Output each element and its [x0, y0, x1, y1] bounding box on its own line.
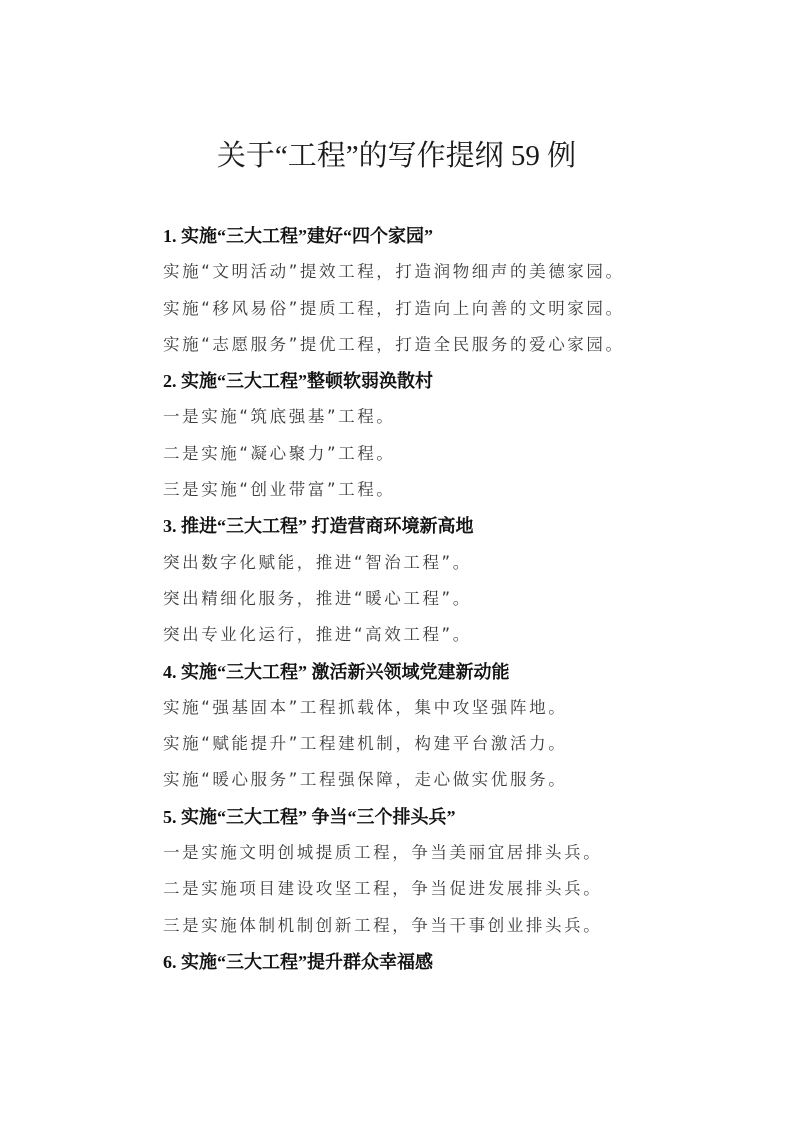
- section-heading: 4. 实施“三大工程” 激活新兴领域党建新动能: [163, 661, 510, 682]
- section-item: 突出数字化赋能，推进“智治工程”。: [163, 552, 472, 572]
- section-item: 二是实施“凝心聚力”工程。: [163, 443, 396, 463]
- section-item: 实施“移风易俗”提质工程，打造向上向善的文明家园。: [163, 298, 625, 318]
- section-item: 二是实施项目建设攻坚工程，争当促进发展排头兵。: [163, 879, 603, 899]
- section-item: 突出专业化运行，推进“高效工程”。: [163, 625, 472, 645]
- section-heading: 5. 实施“三大工程” 争当“三个排头兵”: [163, 806, 456, 827]
- section-item: 一是实施文明创城提质工程，争当美丽宜居排头兵。: [163, 843, 603, 863]
- document-title: 关于“工程”的写作提纲 59 例: [216, 140, 577, 172]
- section-item: 实施“强基固本”工程抓载体，集中攻坚强阵地。: [163, 697, 568, 717]
- section-item: 三是实施“创业带富”工程。: [163, 480, 396, 500]
- section-heading: 6. 实施“三大工程”提升群众幸福感: [163, 951, 433, 972]
- section-item: 实施“文明活动”提效工程，打造润物细声的美德家园。: [163, 262, 625, 282]
- section-item: 三是实施体制机制创新工程，争当干事创业排头兵。: [163, 915, 603, 935]
- section-heading: 1. 实施“三大工程”建好“四个家园”: [163, 226, 433, 246]
- document-body: [163, 218, 683, 980]
- section-item: 实施“赋能提升”工程建机制，构建平台激活力。: [163, 734, 568, 754]
- section-heading: 2. 实施“三大工程”整顿软弱涣散村: [163, 371, 433, 392]
- section-item: 实施“暖心服务”工程强保障，走心做实优服务。: [163, 770, 568, 790]
- section-item: 一是实施“筑底强基”工程。: [163, 407, 396, 427]
- section-item: 突出精细化服务，推进“暖心工程”。: [163, 588, 472, 608]
- section-heading: 3. 推进“三大工程” 打造营商环境新高地: [163, 516, 474, 537]
- section-item: 实施“志愿服务”提优工程，打造全民服务的爱心家园。: [163, 334, 625, 354]
